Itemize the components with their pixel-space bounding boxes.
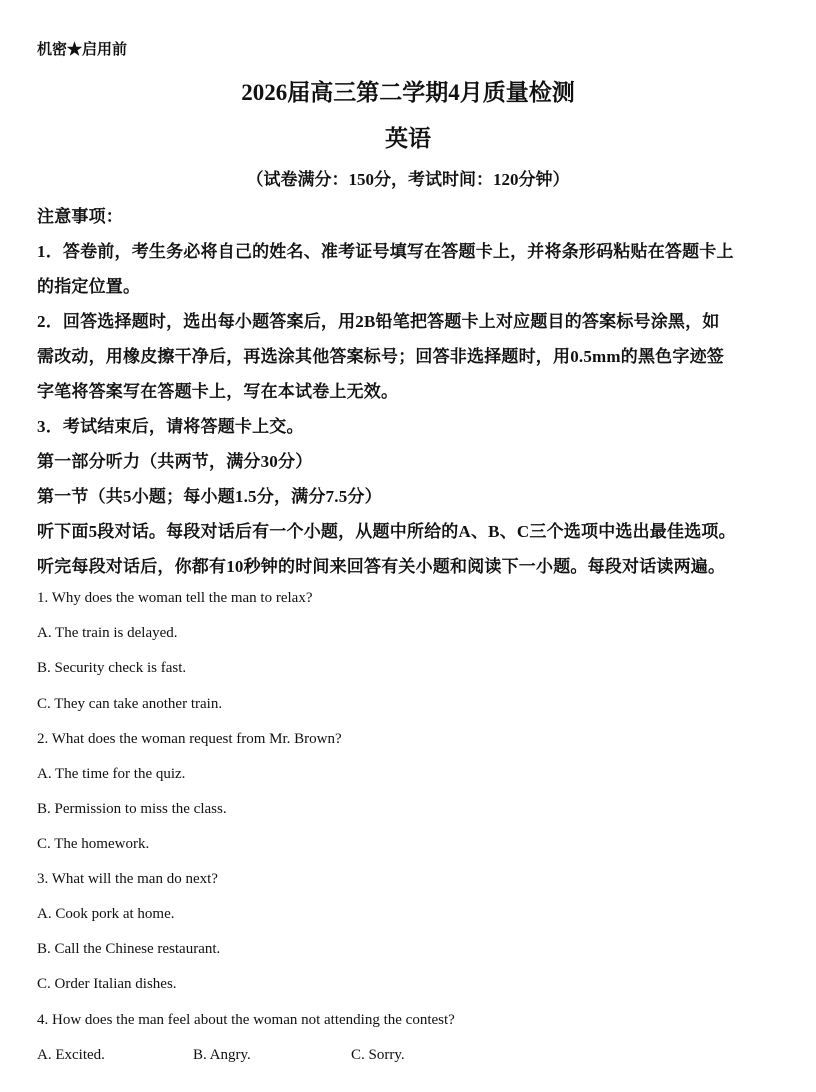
option: C. Sorry. xyxy=(351,1047,405,1063)
option: A. The time for the quiz. xyxy=(37,766,186,782)
exam-info: （试卷满分：150分，考试时间：120分钟） xyxy=(246,170,570,189)
option: A. Cook pork at home. xyxy=(37,906,175,922)
notes-line: 3．考试结束后，请将答题卡上交。 xyxy=(37,417,304,436)
notes-line: 需改动，用橡皮擦干净后，再选涂其他答案标号；回答非选择题时，用0.5mm的黑色字迹签 xyxy=(37,347,724,366)
exam-title: 2026届高三第二学期4月质量检测 xyxy=(241,80,575,105)
notes-line: 字笔将答案写在答题卡上，写在本试卷上无效。 xyxy=(37,382,399,401)
notes-heading: 注意事项： xyxy=(37,207,123,226)
option: B. Permission to miss the class. xyxy=(37,801,227,817)
instruction-line: 听下面5段对话。每段对话后有一个小题，从题中所给的A、B、C三个选项中选出最佳选项。 xyxy=(37,522,736,541)
option: A. The train is delayed. xyxy=(37,625,178,641)
notes-line: 2．回答选择题时，选出每小题答案后，用2B铅笔把答题卡上对应题目的答案标号涂黑，如 xyxy=(37,312,720,331)
subject-title: 英语 xyxy=(385,126,431,151)
option: B. Call the Chinese restaurant. xyxy=(37,941,221,957)
notes-line: 1．答卷前，考生务必将自己的姓名、准考证号填写在答题卡上，并将条形码粘贴在答题卡上 xyxy=(37,242,734,261)
part1-heading: 第一部分听力（共两节，满分30分） xyxy=(37,452,313,471)
secret-mark: 机密★启用前 xyxy=(37,42,128,58)
notes-line: 的指定位置。 xyxy=(37,277,141,296)
option: C. Order Italian dishes. xyxy=(37,976,177,992)
question-stem: 1. Why does the woman tell the man to relax? xyxy=(37,590,313,606)
question-stem: 3. What will the man do next? xyxy=(37,871,218,887)
instruction-line: 听完每段对话后，你都有10秒钟的时间来回答有关小题和阅读下一小题。每段对话读两遍。 xyxy=(37,557,726,576)
section1-heading: 第一节（共5小题；每小题1.5分，满分7.5分） xyxy=(37,487,382,506)
question-stem: 4. How does the man feel about the woman not attending the contest? xyxy=(37,1012,455,1028)
option: C. The homework. xyxy=(37,836,150,852)
option: B. Angry. xyxy=(193,1047,251,1063)
option: C. They can take another train. xyxy=(37,696,223,712)
question-stem: 2. What does the woman request from Mr. Brown? xyxy=(37,731,342,747)
option: A. Excited. xyxy=(37,1047,105,1063)
option: B. Security check is fast. xyxy=(37,660,187,676)
